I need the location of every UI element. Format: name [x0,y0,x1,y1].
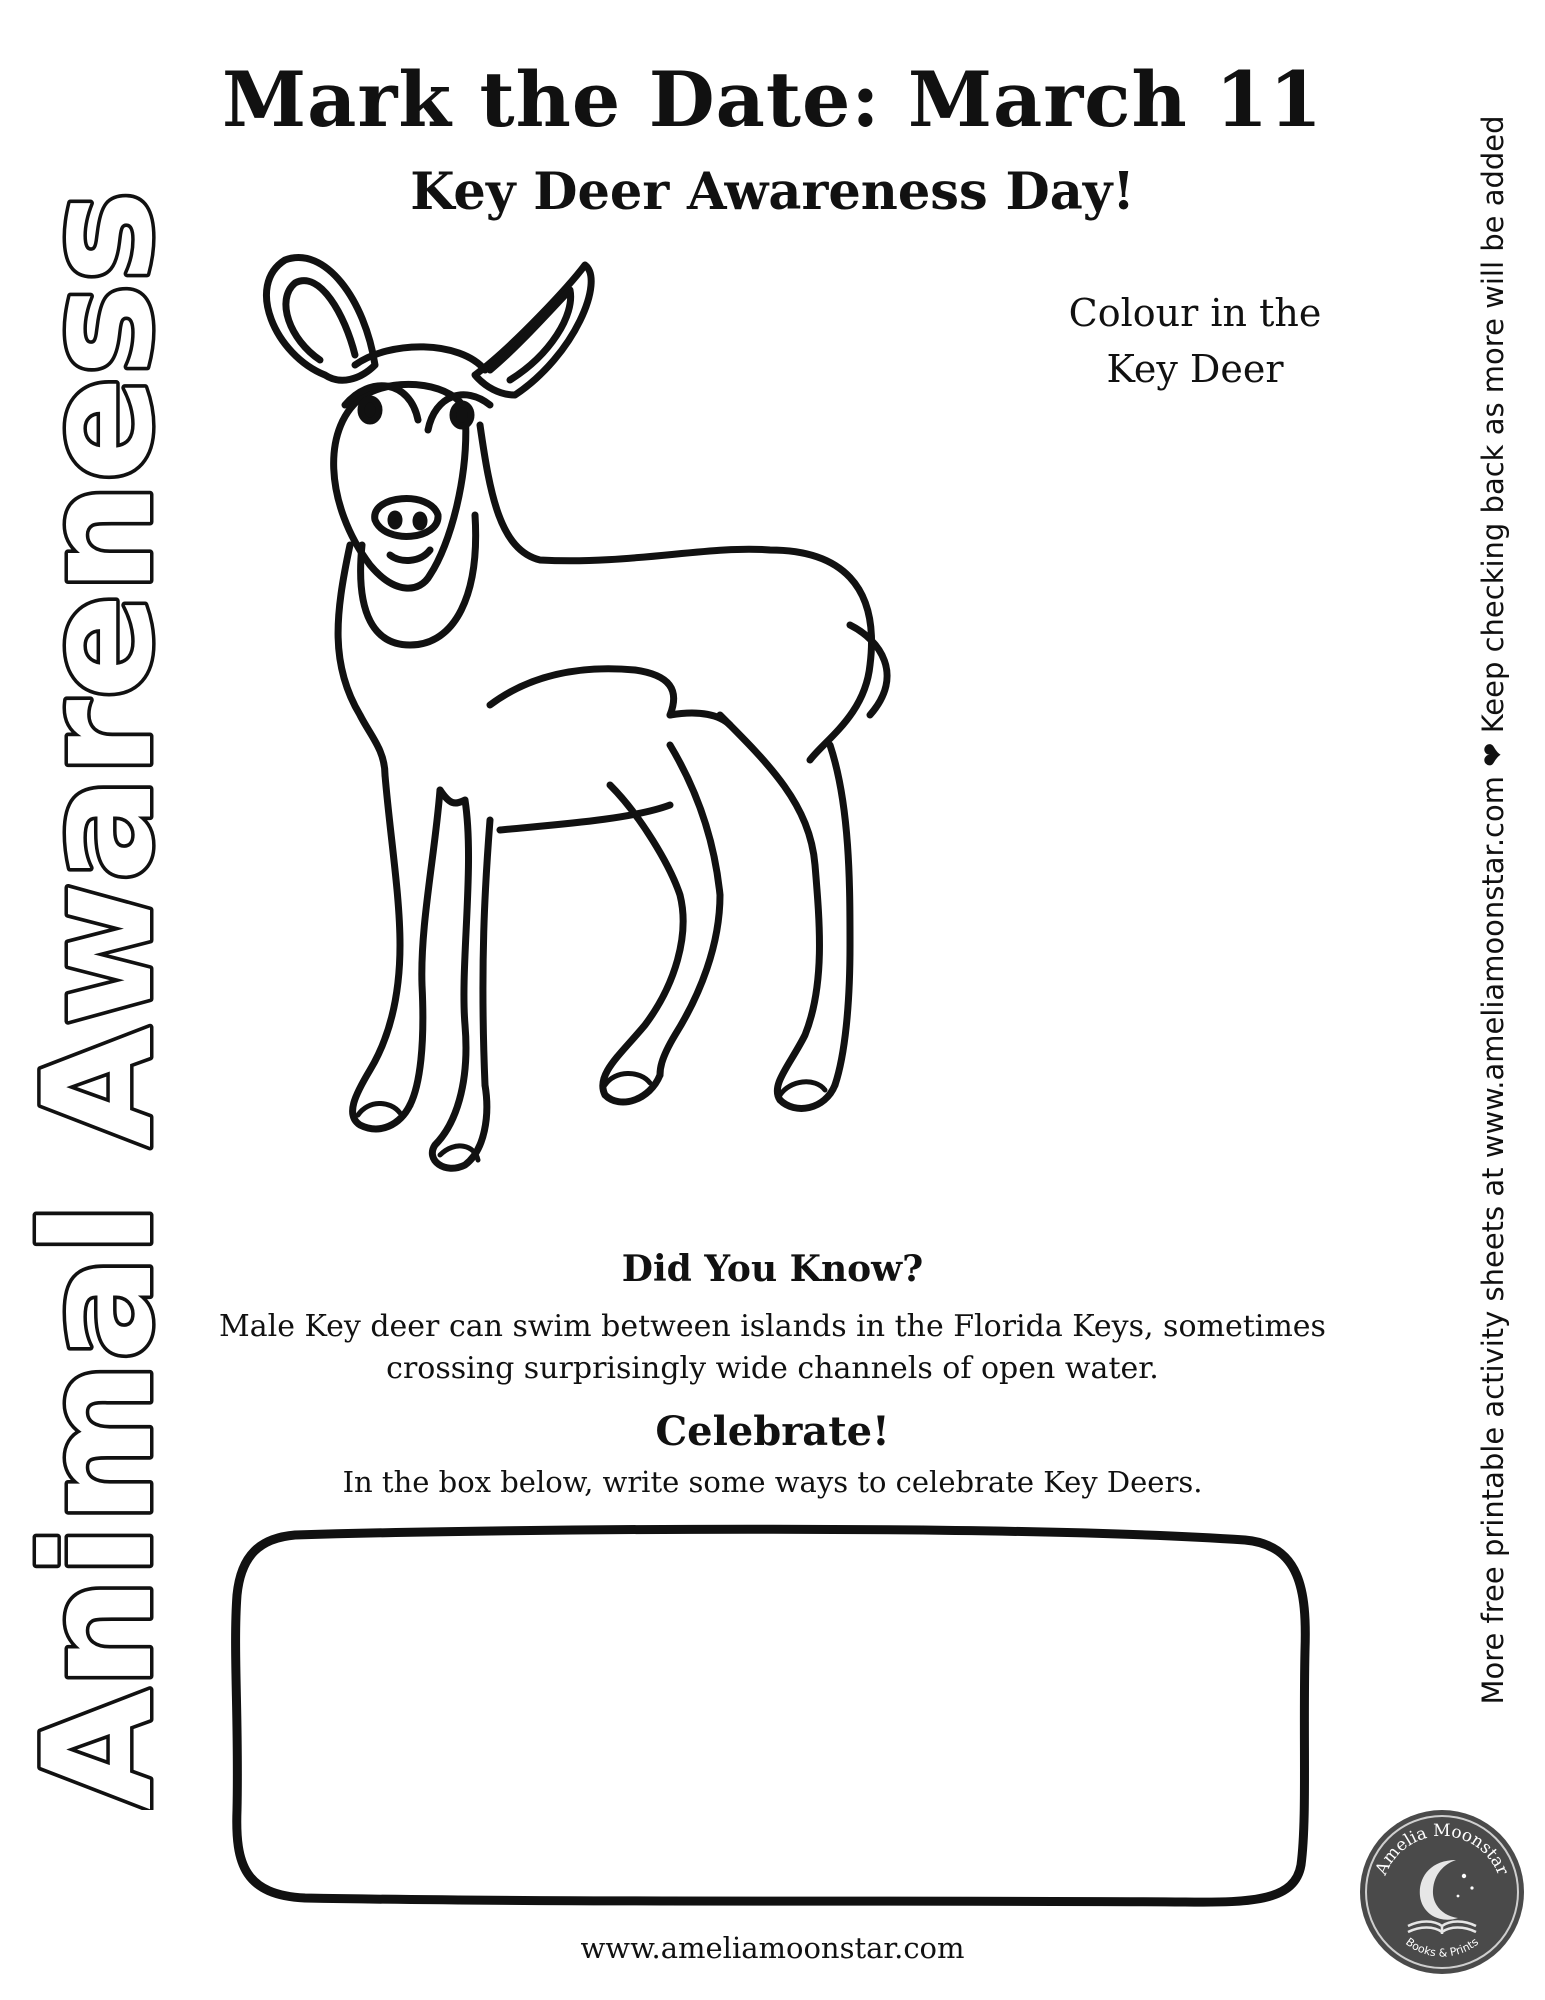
colour-instruction-line-2: Key Deer [1106,347,1284,391]
side-title-svg [0,180,185,1810]
celebrate-instruction: In the box below, write some ways to celebrate Key Deers. [342,1465,1203,1499]
page-title: Mark the Date: March 11 [222,55,1323,144]
did-you-know-body [200,1306,1345,1390]
side-title-text: Animal Awareness [12,255,185,1810]
side-title [0,180,185,1810]
write-in-box[interactable] [225,1520,1315,1910]
logo-bottom-text: Books & Prints [1403,1935,1481,1960]
did-you-know-line-1: Male Key deer can swim between islands in the Florida Keys, sometimes [219,1309,1326,1344]
side-note-text: More free printable activity sheets at www.ameliamoonstar.com ❤ Keep checking back as more will be added [1475,115,1510,1705]
footer-url[interactable]: www.ameliamoonstar.com [580,1931,965,1965]
did-you-know-line-2: crossing surprisingly wide channels of open water. [386,1351,1159,1386]
side-note [1460,60,1525,1760]
colour-instruction-line-1: Colour in the [1068,291,1322,335]
logo-top-text: Amelia Moonstar [1371,1820,1513,1879]
celebrate-heading: Celebrate! [655,1408,890,1455]
page-subtitle: Key Deer Awareness Day! [410,162,1135,222]
did-you-know-heading: Did You Know? [621,1248,924,1290]
moon-book-logo [1358,1808,1526,1976]
deer-illustration [250,245,1080,1245]
